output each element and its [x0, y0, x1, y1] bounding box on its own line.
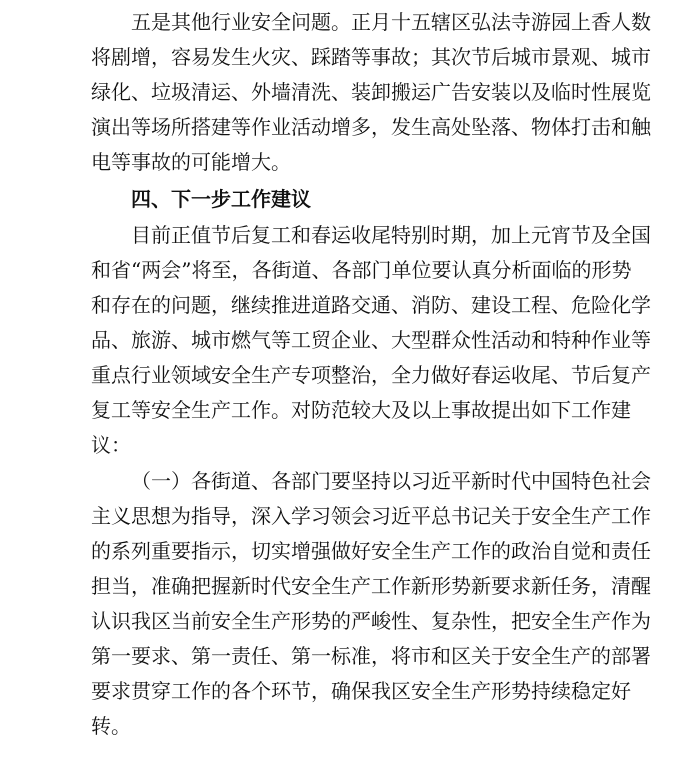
paragraph-3-line-3: 的系列重要指示，切实增强做好安全生产工作的政治自觉和责任 — [91, 539, 651, 563]
paragraph-1-line-2: 将剧增，容易发生火灾、踩踏等事故；其次节后城市景观、城市 — [91, 45, 651, 69]
paragraph-2-line-5: 重点行业领域安全生产专项整治，全力做好春运收尾、节后复产 — [91, 363, 651, 387]
paragraph-3-line-6: 第一要求、第一责任、第一标准，将市和区关于安全生产的部署 — [91, 644, 651, 668]
paragraph-2-line-7: 议： — [91, 433, 131, 457]
paragraph-3-line-2: 主义思想为指导，深入学习领会习近平总书记关于安全生产工作 — [91, 504, 651, 528]
paragraph-2-line-3: 和存在的问题，继续推进道路交通、消防、建设工程、危险化学 — [91, 293, 651, 317]
paragraph-2-line-2: 和省“两会”将至，各街道、各部门单位要认真分析面临的形势 — [91, 258, 632, 282]
paragraph-2-line-1: 目前正值节后复工和春运收尾特别时期，加上元宵节及全国 — [131, 223, 651, 247]
paragraph-3-line-7: 要求贯穿工作的各个环节，确保我区安全生产形势持续稳定好 — [91, 679, 631, 703]
paragraph-1-line-3: 绿化、垃圾清运、外墙清洗、装卸搬运广告安装以及临时性展览 — [91, 80, 651, 104]
paragraph-3-line-8: 转。 — [91, 714, 131, 738]
section-heading: 四、下一步工作建议 — [131, 187, 311, 211]
paragraph-2-line-4: 品、旅游、城市燃气等工贸企业、大型群众性活动和特种作业等 — [91, 328, 651, 352]
paragraph-1-line-1: 五是其他行业安全问题。正月十五辖区弘法寺游园上香人数 — [131, 10, 651, 34]
paragraph-1-line-4: 演出等场所搭建等作业活动增多，发生高处坠落、物体打击和触 — [91, 115, 651, 139]
paragraph-2-line-6: 复工等安全生产工作。对防范较大及以上事故提出如下工作建 — [91, 398, 631, 422]
paragraph-3-line-1: （一）各街道、各部门要坚持以习近平新时代中国特色社会 — [131, 469, 651, 493]
paragraph-3-line-4: 担当，准确把握新时代安全生产工作新形势新要求新任务，清醒 — [91, 574, 651, 598]
paragraph-3-line-5: 认识我区当前安全生产形势的严峻性、复杂性，把安全生产作为 — [91, 609, 651, 633]
paragraph-1-line-5: 电等事故的可能增大。 — [91, 150, 291, 174]
